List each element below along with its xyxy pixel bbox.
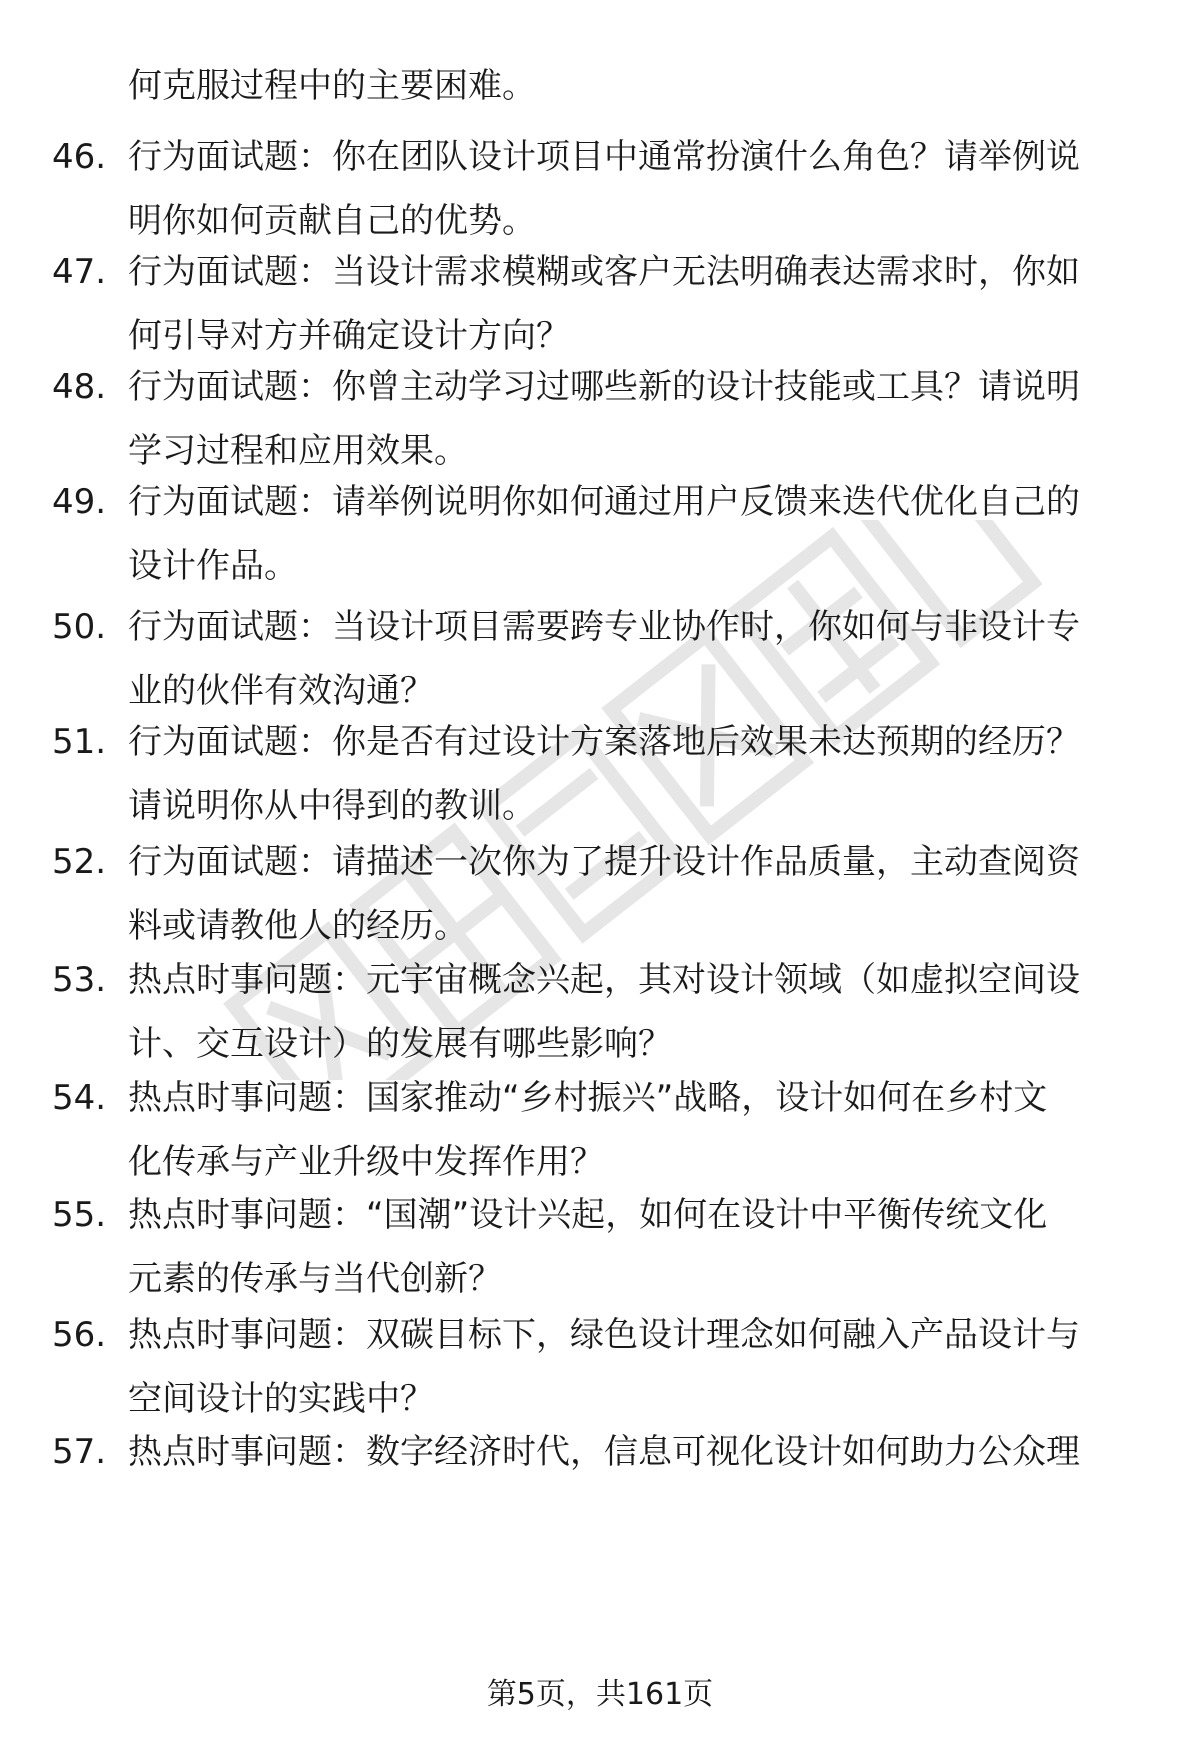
question-item-57 <box>0 1420 1200 1484</box>
question-number: 48. <box>52 367 107 407</box>
question-line: 业的伙伴有效沟通？ <box>128 671 434 711</box>
question-line: 料或请教他人的经历。 <box>128 906 468 946</box>
question-line: 热点时事问题：“国潮”设计兴起，如何在设计中平衡传统文化 <box>128 1195 1048 1235</box>
question-line: 热点时事问题：数字经济时代，信息可视化设计如何助力公众理 <box>128 1432 1080 1472</box>
question-text <box>128 595 1148 723</box>
question-text <box>128 830 1148 958</box>
question-line: 计、交互设计）的发展有哪些影响？ <box>128 1024 672 1064</box>
question-number: 50. <box>52 607 107 647</box>
continuation-line: 何克服过程中的主要困难。 <box>128 66 536 106</box>
question-line: 行为面试题：当设计项目需要跨专业协作时，你如何与非设计专 <box>128 607 1080 647</box>
question-item-51 <box>0 710 1200 830</box>
question-number: 55. <box>52 1195 107 1235</box>
question-number: 54. <box>52 1078 107 1118</box>
question-line: 元素的传承与当代创新？ <box>128 1259 502 1299</box>
question-line: 行为面试题：你是否有过设计方案落地后效果未达预期的经历？ <box>128 722 1080 762</box>
question-number: 53. <box>52 960 107 1000</box>
question-text <box>128 1420 1148 1484</box>
question-number: 52. <box>52 842 107 882</box>
question-text <box>128 1066 1148 1194</box>
question-line: 设计作品。 <box>128 546 298 586</box>
question-text <box>128 1303 1148 1431</box>
question-item-53 <box>0 948 1200 1068</box>
page-footer: 第5页，共161页 <box>486 1677 714 1712</box>
question-text <box>128 710 1148 838</box>
question-item-52 <box>0 830 1200 950</box>
question-line: 行为面试题：请举例说明你如何通过用户反馈来迭代优化自己的 <box>128 482 1080 522</box>
question-number: 47. <box>52 252 107 292</box>
question-line: 热点时事问题：国家推动“乡村振兴”战略，设计如何在乡村文 <box>128 1078 1048 1118</box>
question-text <box>128 948 1148 1076</box>
question-item-47 <box>0 240 1200 360</box>
question-line: 行为面试题：当设计需求模糊或客户无法明确表达需求时，你如 <box>128 252 1080 292</box>
question-line: 空间设计的实践中？ <box>128 1379 434 1419</box>
question-text <box>128 125 1148 253</box>
question-item-50 <box>0 595 1200 715</box>
question-line: 行为面试题：请描述一次你为了提升设计作品质量，主动查阅资 <box>128 842 1080 882</box>
question-line: 明你如何贡献自己的优势。 <box>128 201 536 241</box>
question-item-46 <box>0 125 1200 245</box>
question-line: 化传承与产业升级中发挥作用？ <box>128 1142 604 1182</box>
question-line: 学习过程和应用效果。 <box>128 431 468 471</box>
question-text <box>128 355 1148 483</box>
question-text <box>128 470 1148 598</box>
question-line: 何引导对方并确定设计方向？ <box>128 316 570 356</box>
question-line: 行为面试题：你在团队设计项目中通常扮演什么角色？请举例说 <box>128 137 1080 177</box>
question-line: 请说明你从中得到的教训。 <box>128 786 536 826</box>
question-item-49 <box>0 470 1200 590</box>
question-item-56 <box>0 1303 1200 1423</box>
question-number: 51. <box>52 722 107 762</box>
question-item-54 <box>0 1066 1200 1186</box>
question-number: 56. <box>52 1315 107 1355</box>
question-number: 46. <box>52 137 107 177</box>
question-line: 热点时事问题：元宇宙概念兴起，其对设计领域（如虚拟空间设 <box>128 960 1080 1000</box>
question-text <box>128 240 1148 368</box>
question-line: 行为面试题：你曾主动学习过哪些新的设计技能或工具？请说明 <box>128 367 1080 407</box>
question-line: 热点时事问题：双碳目标下，绿色设计理念如何融入产品设计与 <box>128 1315 1080 1355</box>
question-item-55 <box>0 1183 1200 1303</box>
question-number: 49. <box>52 482 107 522</box>
question-item-48 <box>0 355 1200 475</box>
question-number: 57. <box>52 1432 107 1472</box>
question-text <box>128 1183 1148 1311</box>
